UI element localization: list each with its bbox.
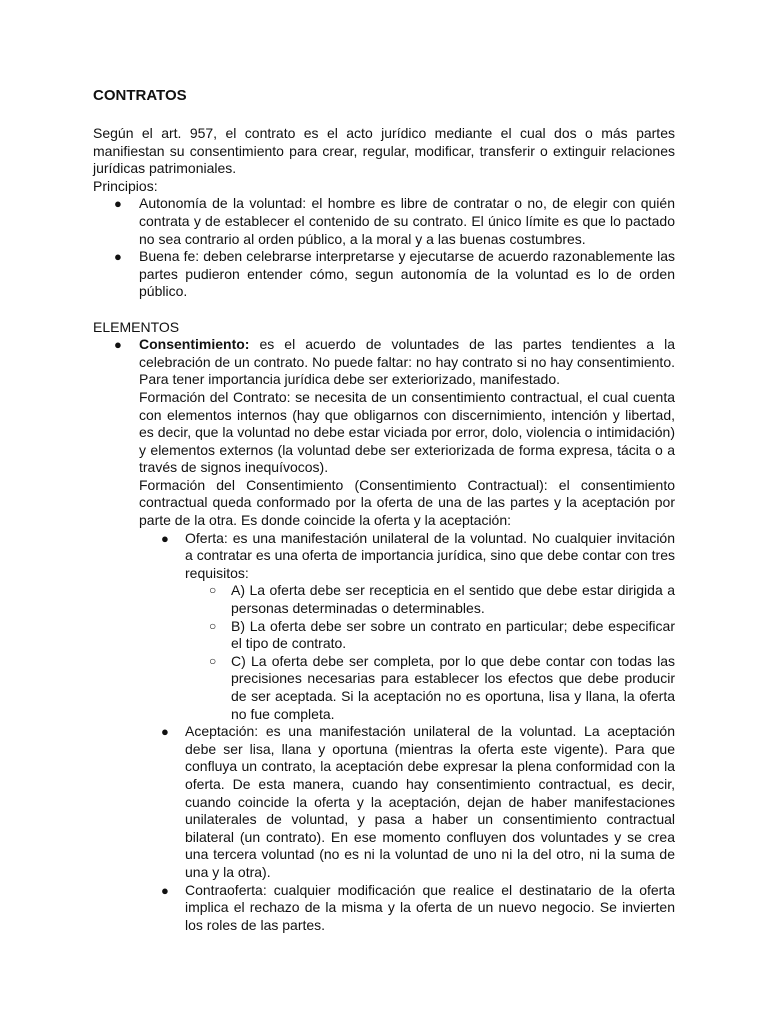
- formacion-consentimiento: Formación del Consentimiento (Consentimiento Contractual): el consentimiento contractual queda conformado por la oferta de una de las partes y la aceptación por parte de la otra. Es donde coincide la oferta y la aceptación:: [139, 476, 675, 529]
- requisito-b: B) La oferta debe ser sobre un contrato en particular; debe especificar el tipo de contrato.: [231, 617, 675, 652]
- list-item: [185, 618, 675, 653]
- document-title: CONTRATOS: [93, 87, 187, 104]
- list-item: [139, 723, 675, 881]
- oferta-aceptacion-list: [139, 530, 675, 935]
- bullet-icon: ●: [161, 724, 169, 740]
- bullet-icon: ●: [114, 249, 122, 265]
- consentimiento-text: es el acuerdo de voluntades de las partes tendientes a la celebración de un contrato. No puede faltar: no hay contrato si no hay consentimiento. Para tener importancia jurídica debe ser exteriorizado, manifestado.: [139, 336, 675, 388]
- list-item: [185, 582, 675, 617]
- principios-label: Principios:: [93, 177, 158, 194]
- principios-list: [93, 195, 675, 301]
- hollow-bullet-icon: ○: [209, 618, 217, 633]
- contraoferta-text: Contraoferta: cualquier modificación que realice el destinatario de la oferta implica el rechazo de la misma y la oferta de un nuevo negocio. Se invierten los roles de las partes.: [185, 881, 675, 933]
- list-item: [93, 195, 675, 248]
- bullet-icon: ●: [161, 882, 169, 898]
- bullet-icon: ●: [114, 196, 122, 212]
- list-item: [139, 882, 675, 935]
- intro-paragraph: Según el art. 957, el contrato es el acto jurídico mediante el cual dos o más partes manifiestan su consentimiento para crear, regular, modificar, transferir o extinguir relaciones jurídicas patrimoniales.: [93, 125, 675, 177]
- hollow-bullet-icon: ○: [209, 653, 217, 668]
- oferta-text: Oferta: es una manifestación unilateral de la voluntad. No cualquier invitación a contratar es una oferta de importancia jurídica, sino que debe contar con tres requisitos:: [185, 529, 675, 581]
- consentimiento-definition: [139, 336, 675, 389]
- principio-autonomia: Autonomía de la voluntad: el hombre es libre de contratar o no, de elegir con quién contrata y de establecer el contenido de su contrato. El único límite es que lo pactado no sea contrario al orden público, a la moral y a las buenas costumbres.: [139, 195, 675, 247]
- requisitos-list: [185, 582, 675, 723]
- consentimiento-term: Consentimiento:: [139, 336, 250, 353]
- list-item: [93, 248, 675, 301]
- list-item: [93, 336, 675, 934]
- bullet-icon: ●: [114, 337, 122, 353]
- bullet-icon: ●: [161, 530, 169, 546]
- elementos-heading: ELEMENTOS: [93, 318, 180, 335]
- list-item: [139, 530, 675, 724]
- principio-buena-fe: Buena fe: deben celebrarse interpretarse y ejecutarse de acuerdo razonablemente las partes pudieron entender cómo, segun autonomía de la voluntad es lo de orden público.: [139, 248, 675, 300]
- formacion-contrato: Formación del Contrato: se necesita de un consentimiento contractual, el cual cuenta con elementos internos (hay que obligarnos con discernimiento, intención y libertad, es decir, que la voluntad no debe estar viciada por error, dolo, violencia o intimidación) y elementos externos (la voluntad debe ser exteriorizada de forma expresa, tácita o a través de signos inequívocos).: [139, 388, 675, 476]
- elementos-list: [93, 336, 675, 934]
- list-item: [185, 653, 675, 723]
- aceptacion-text: Aceptación: es una manifestación unilateral de la voluntad. La aceptación debe ser lisa, llana y oportuna (mientras la oferta este vigente). Para que confluya un contrato, la aceptación debe expresar la plena conformidad con la oferta. De esta manera, cuando hay consentimiento contractual, es decir, cuando coincide la oferta y la aceptación, dejan de haber manifestaciones unilaterales de voluntad, y pasa a haber un consentimiento contractual bilateral (un contrato). En ese momento confluyen dos voluntades y se crea una tercera voluntad (no es ni la voluntad de uno ni la del otro, ni la suma de una y la otra).: [185, 723, 675, 880]
- document-body: [93, 86, 675, 934]
- requisito-a: A) La oferta debe ser recepticia en el sentido que debe estar dirigida a personas determinadas o determinables.: [231, 582, 675, 617]
- hollow-bullet-icon: ○: [209, 583, 217, 598]
- requisito-c: C) La oferta debe ser completa, por lo que debe contar con todas las precisiones necesarias para establecer los efectos que debe producir de ser aceptada. Si la aceptación no es oportuna, lisa y llana, la oferta no fue completa.: [231, 652, 675, 722]
